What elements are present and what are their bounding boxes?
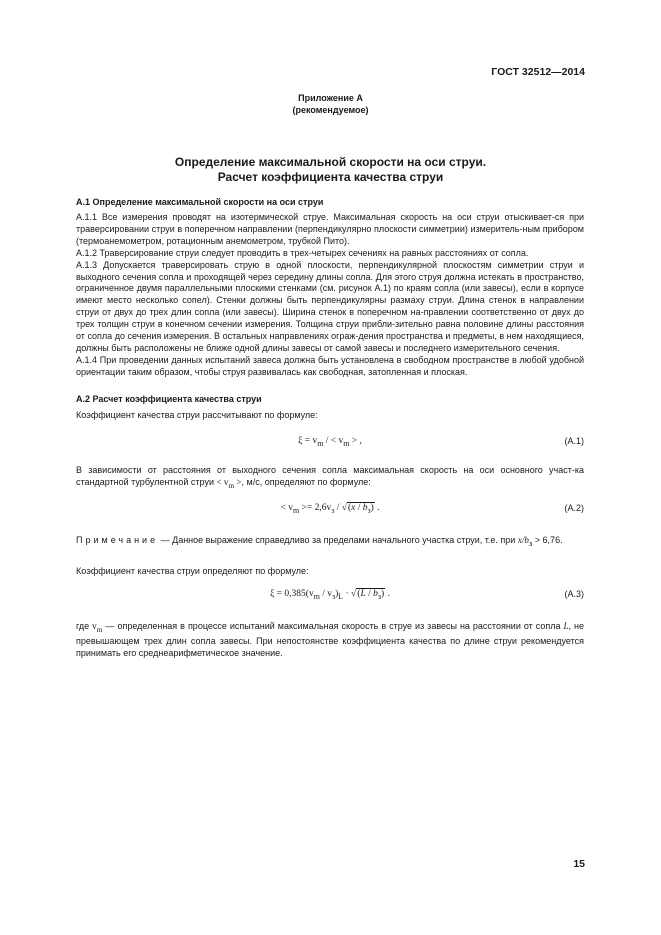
paragraph-a1-3: А.1.3 Допускается траверсировать струю в одной плоскости, перпендикулярной плоскостям симметрии струи и выходного сечения сопла и проходящей через середину длины сопла. Для этого струя должна истекать в пространство, ограниченное двумя параллельными плоскими стенками (см. рисунок А.1) по краям сопла (или завесы), если в корпусе имеют место несколько сопел). Стенки должны быть перпендикулярны размаху струи. Длина стенок в направлении струи от двух до трех длин сопла (или завесы). Ширина стенок в поперечном на-правлении соответственно от двух до трех толщин струи в конечном сечении измерения. Толщина струи прибли-зительно равна половине длины расстояния от сопла до сечения измерения. В остальных направлениях ограж-дения пространства и предметы, в нем находящиеся, должны быть расположены не ближе одной длины завесы от самой завесы и последнего измерительного сечения. bbox=[76, 259, 584, 353]
standard-number: ГОСТ 32512—2014 bbox=[491, 66, 585, 78]
paragraph-a2-2: В зависимости от расстояния от выходного сечения сопла максимальная скорость на оси основного участ-ка стандартной турбулентной струи < $v_m$ >, м/с, определяют по формуле: bbox=[76, 465, 584, 490]
paragraph-a2-1: Коэффициент качества струи рассчитывают по формуле: bbox=[76, 410, 318, 420]
section-a1-heading: А.1 Определение максимальной скорости на оси струи bbox=[76, 197, 324, 207]
page-title-line-2: Расчет коэффициента качества струи bbox=[217, 170, 444, 184]
formula-a3-number: (А.3) bbox=[564, 589, 584, 599]
paragraph-a2-4: где $v_m$ — определенная в процессе испытаний максимальная скорость в струе из завесы на расстоянии от сопла L, не превышающем трех длин сопла завесы. При непостоянстве коэффициента качества по длине струи рекомендуется принимать его среднеарифметическое значение. bbox=[76, 621, 584, 658]
note-block bbox=[76, 535, 584, 550]
formula-a1-number: (А.1) bbox=[564, 436, 584, 446]
section-a2-para-2 bbox=[76, 465, 584, 492]
note-label: Примечание bbox=[76, 535, 159, 545]
section-a1-body bbox=[76, 212, 584, 379]
formula-a3-expression: $\xi = 0,385(v_m / v_з)_L \cdot √(L / b_з)$ . bbox=[270, 589, 390, 601]
page-title-line-1: Определение максимальной скорости на оси струи. bbox=[174, 155, 487, 169]
page-number: 15 bbox=[573, 858, 585, 870]
formula-a2-number: (А.2) bbox=[564, 503, 584, 513]
section-a2-para-3 bbox=[76, 566, 584, 578]
section-a2-intro bbox=[76, 410, 584, 422]
formula-a2 bbox=[76, 503, 584, 517]
formula-a1-expression: $\xi = v_m$ / < $v_m$ > , bbox=[298, 436, 362, 448]
appendix-label: Приложение А bbox=[298, 93, 363, 103]
appendix-status: (рекомендуемое) bbox=[292, 105, 369, 115]
formula-a3 bbox=[76, 589, 584, 603]
formula-a2-expression: < $v_m >= 2,6v_з / √(x / b_з)$ . bbox=[280, 503, 380, 515]
paragraph-a1-2: А.1.2 Траверсирование струи следует проводить в трех-четырех сечениях на равных расстояниях от сопла. bbox=[76, 247, 529, 258]
paragraph-a1-4: А.1.4 При проведении данных испытаний завеса должна быть установлена в свободном пространстве в любой удобной ориентации таким образом, чтобы струя развивалась как свободная, затопленная и плоская. bbox=[76, 354, 584, 377]
paragraph-a1-1: А.1.1 Все измерения проводят на изотермической струе. Максимальная скорость на оси струи отыскивает-ся при траверсировании струи в поперечном направлении (перпендикулярно плоскости симметрии) измеритель-ным прибором (термоанемометром, ротационным анемометром, трубкой Пито). bbox=[76, 212, 584, 246]
section-a2-heading: А.2 Расчет коэффициента качества струи bbox=[76, 394, 262, 404]
paragraph-a2-3: Коэффициент качества струи определяют по формуле: bbox=[76, 566, 309, 576]
section-a2-para-4 bbox=[76, 621, 584, 660]
note-paragraph: Примечание — Данное выражение справедливо за пределами начального участка струи, т.е. при $x/b_з > 6,76$. bbox=[76, 535, 563, 548]
formula-a1 bbox=[76, 436, 584, 450]
